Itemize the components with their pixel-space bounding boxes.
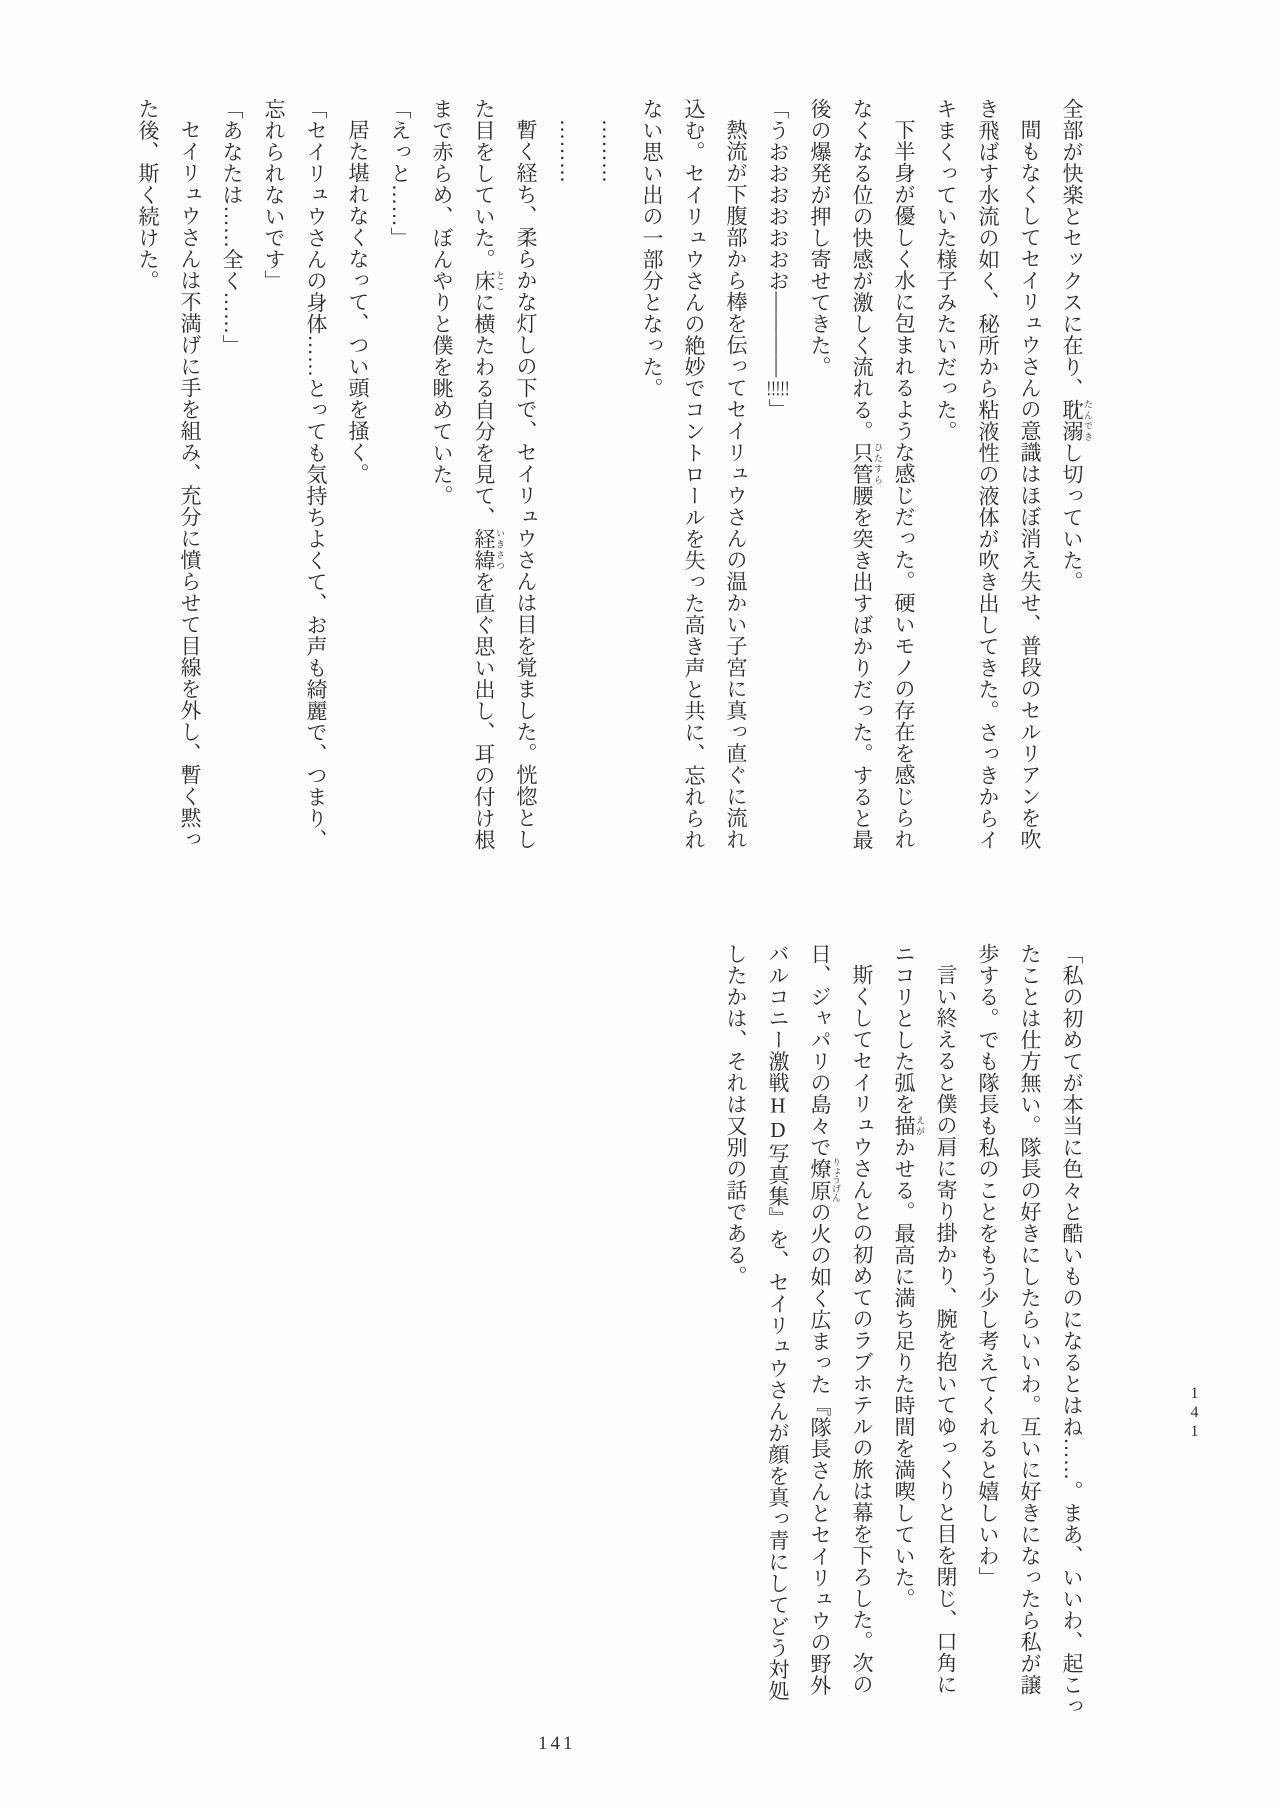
- text-column: 暫く経ち、柔らかな灯しの下で、セイリュウさんは目を覚ました。恍惚とし: [514, 119, 538, 850]
- text-column: た後、斯く続けた。: [136, 98, 160, 292]
- text-column: たことは仕方無い。隊長の好きにしたらいいわ。互いに好きになったら私が譲: [1018, 943, 1042, 1696]
- text-block-bottom: [715, 943, 1093, 1758]
- text-column: 込む。セイリュウさんの絶妙でコントロールを失った高き声と共に、忘れられ: [682, 98, 706, 851]
- text-column: 「えっと……」: [388, 98, 412, 249]
- text-column: 居た堪れなくなって、つい頭を掻く。: [346, 119, 370, 485]
- text-column: 下半身が優しく水に包まれるような感じだった。硬いモノの存在を感じられ: [892, 119, 916, 850]
- text-column: セイリュウさんは不満げに手を組み、充分に憤らせて目線を外し、暫く黙っ: [178, 119, 202, 850]
- text-block-top: [127, 98, 1093, 913]
- text-column: なくなる位の快感が激しく流れる。只管 ひたすら腰を突き出すばかりだった。すると最: [850, 98, 883, 851]
- text-column: 斯くしてセイリュウさんとの初めてのラブホテルの旅は幕を下ろした。次の: [850, 964, 874, 1695]
- text-column: 熱流が下腹部から棒を伝ってセイリュウさんの温かい子宮に真っ直ぐに流れ: [724, 119, 748, 850]
- text-column: まで赤らめ、ぼんやりと僕を眺めていた。: [430, 98, 454, 507]
- ruby-annotated-word: 描 えが: [892, 1115, 925, 1137]
- text-column: キまくっていた様子みたいだった。: [934, 98, 958, 442]
- text-column: 後の爆発が押し寄せてきた。: [808, 98, 832, 378]
- text-column: 全部が快楽とセックスに在り、耽溺 たんできし切っていた。: [1060, 98, 1093, 593]
- text-column: 言い終えると僕の肩に寄り掛かり、腕を抱いてゆっくりと目を閉じ、口角に: [934, 964, 958, 1695]
- text-column: 忘れられないです」: [262, 98, 286, 292]
- side-page-number: 141: [1186, 1385, 1203, 1442]
- text-column: 「うおおおおおおお――――!!!!!」: [766, 98, 790, 420]
- ruby-annotated-word: 経緯 いきさつ: [472, 528, 505, 571]
- text-column: 日、ジャパリの島々で燎原 りょうげんの火の如く広まった『隊長さんとセイリュウの野外: [808, 943, 841, 1697]
- text-column: た目をしていた。床 とこに横たわる自分を見て、経緯 いきさつを直ぐ思い出し、耳の付け根: [472, 98, 505, 851]
- text-column: 「私の初めてが本当に色々と酷いものになるとはね……。まあ、いいわ、起こっ: [1060, 943, 1084, 1717]
- text-column: バルコニー激戦HD写真集』を、セイリュウさんが顔を真っ青にしてどう対処: [766, 943, 790, 1702]
- ruby-annotated-word: 床 とこ: [472, 270, 505, 292]
- ruby-annotated-word: 只管 ひたすら: [850, 442, 883, 485]
- text-column: ………: [556, 119, 580, 184]
- bottom-page-number: 141: [538, 1733, 576, 1754]
- text-column: ない思い出の一部分となった。: [640, 98, 664, 399]
- text-column: ………: [598, 119, 622, 184]
- text-column: 「セイリュウさんの身体……とっても気持ちよくて、お声も綺麗で、つまり、: [304, 98, 328, 851]
- text-column: ニコリとした弧を描 えがかせる。最高に満ち足りた時間を満喫していた。: [892, 943, 925, 1610]
- horizontal-in-vertical-text: !!!!!: [766, 377, 790, 399]
- ruby-annotated-word: 耽溺 たんでき: [1060, 399, 1093, 442]
- text-column: 歩する。でも隊長も私のことをもう少し考えてくれると嬉しいわ」: [976, 943, 1000, 1588]
- text-column: き飛ばす水流の如く、秘所から粘液性の液体が吹き出してきた。さっきからイ: [976, 98, 1000, 851]
- upright-latin-text: HD: [766, 1093, 790, 1143]
- ruby-annotated-word: 燎原 りょうげん: [808, 1157, 841, 1202]
- text-column: 間もなくしてセイリュウさんの意識はほぼ消え失せ、普段のセルリアンを吹: [1018, 119, 1042, 850]
- text-column: したかは、それは又別の話である。: [724, 943, 748, 1287]
- text-column: 「あなたは……全く……」: [220, 98, 244, 356]
